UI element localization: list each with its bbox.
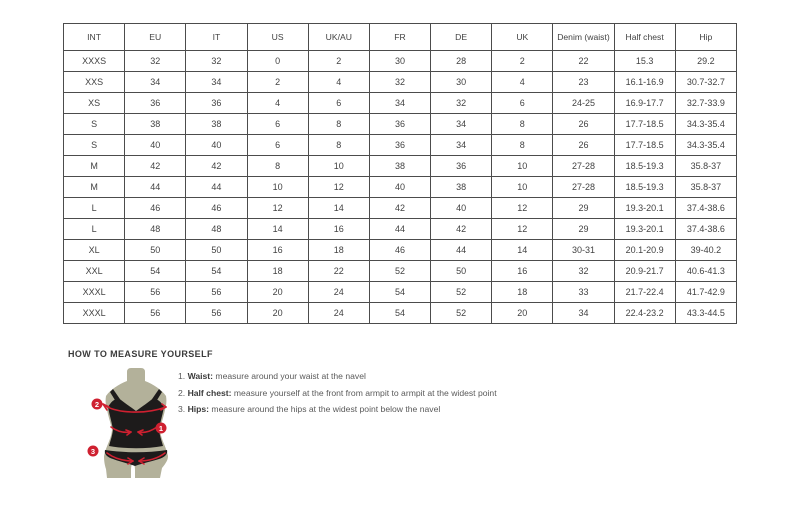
table-cell: 23 xyxy=(553,72,614,93)
table-cell: 22 xyxy=(553,51,614,72)
table-cell: 36 xyxy=(431,156,492,177)
header-cell: EU xyxy=(125,24,186,51)
table-cell: XXL xyxy=(64,261,125,282)
table-cell: 8 xyxy=(492,114,553,135)
table-cell: 38 xyxy=(431,177,492,198)
table-cell: 32 xyxy=(186,51,247,72)
table-cell: 34 xyxy=(553,303,614,324)
table-cell: 29 xyxy=(553,198,614,219)
table-cell: 19.3-20.1 xyxy=(614,219,675,240)
table-cell: S xyxy=(64,114,125,135)
table-cell: 44 xyxy=(125,177,186,198)
table-cell: 12 xyxy=(492,219,553,240)
table-cell: 14 xyxy=(247,219,308,240)
table-cell: 16.1-16.9 xyxy=(614,72,675,93)
table-cell: 18 xyxy=(492,282,553,303)
table-cell: 36 xyxy=(369,114,430,135)
table-cell: 30.7-32.7 xyxy=(675,72,736,93)
table-cell: 34 xyxy=(186,72,247,93)
table-cell: 56 xyxy=(186,282,247,303)
table-cell: 20.1-20.9 xyxy=(614,240,675,261)
table-cell: 12 xyxy=(308,177,369,198)
table-cell: L xyxy=(64,219,125,240)
header-cell: UK/AU xyxy=(308,24,369,51)
step-label: Waist: xyxy=(187,371,214,381)
table-cell: 40 xyxy=(431,198,492,219)
table-row xyxy=(64,219,737,240)
table-cell: 34.3-35.4 xyxy=(675,135,736,156)
step-label: Hips: xyxy=(187,404,210,414)
table-row xyxy=(64,177,737,198)
table-cell: 20 xyxy=(492,303,553,324)
table-cell: 34 xyxy=(369,93,430,114)
table-row xyxy=(64,72,737,93)
table-cell: 32 xyxy=(369,72,430,93)
table-cell: 14 xyxy=(308,198,369,219)
table-cell: 42 xyxy=(369,198,430,219)
table-cell: 16 xyxy=(247,240,308,261)
table-cell: 50 xyxy=(125,240,186,261)
table-cell: 18.5-19.3 xyxy=(614,156,675,177)
table-row xyxy=(64,240,737,261)
table-cell: 4 xyxy=(247,93,308,114)
table-cell: 10 xyxy=(492,177,553,198)
table-cell: 43.3-44.5 xyxy=(675,303,736,324)
table-row xyxy=(64,261,737,282)
badge-waist xyxy=(156,423,167,434)
table-cell: 14 xyxy=(492,240,553,261)
header-cell: UK xyxy=(492,24,553,51)
header-cell: DE xyxy=(431,24,492,51)
table-cell: 32 xyxy=(125,51,186,72)
table-cell: 50 xyxy=(186,240,247,261)
badge-half-chest xyxy=(92,399,103,410)
table-cell: 46 xyxy=(369,240,430,261)
table-cell: 16 xyxy=(308,219,369,240)
table-cell: L xyxy=(64,198,125,219)
table-cell: 18 xyxy=(308,240,369,261)
header-cell: IT xyxy=(186,24,247,51)
step-text: measure yourself at the front from armpit to armpit at the widest point xyxy=(231,387,497,398)
table-cell: 20.9-21.7 xyxy=(614,261,675,282)
table-cell: 6 xyxy=(247,114,308,135)
table-cell: 36 xyxy=(186,93,247,114)
table-cell: 35.8-37 xyxy=(675,177,736,198)
table-cell: 8 xyxy=(308,135,369,156)
table-cell: 27-28 xyxy=(553,177,614,198)
table-row xyxy=(64,51,737,72)
measure-steps xyxy=(178,368,497,418)
table-cell: 44 xyxy=(186,177,247,198)
table-cell: 27-28 xyxy=(553,156,614,177)
table-row xyxy=(64,156,737,177)
table-cell: 54 xyxy=(369,282,430,303)
table-cell: 12 xyxy=(247,198,308,219)
table-cell: 10 xyxy=(247,177,308,198)
measure-heading: HOW TO MEASURE YOURSELF xyxy=(68,349,213,359)
table-row xyxy=(64,198,737,219)
table-cell: 17.7-18.5 xyxy=(614,135,675,156)
step-number: 2. xyxy=(178,387,188,398)
table-cell: 18 xyxy=(247,261,308,282)
header-cell: Hip xyxy=(675,24,736,51)
table-cell: 20 xyxy=(247,282,308,303)
table-cell: 29.2 xyxy=(675,51,736,72)
table-cell: 28 xyxy=(431,51,492,72)
table-cell: 24-25 xyxy=(553,93,614,114)
table-row xyxy=(64,303,737,324)
table-cell: S xyxy=(64,135,125,156)
table-cell: 10 xyxy=(492,156,553,177)
table-cell: 56 xyxy=(125,282,186,303)
table-cell: 15.3 xyxy=(614,51,675,72)
table-cell: 46 xyxy=(125,198,186,219)
table-cell: 26 xyxy=(553,114,614,135)
table-cell: 0 xyxy=(247,51,308,72)
table-cell: 48 xyxy=(125,219,186,240)
table-cell: 42 xyxy=(186,156,247,177)
table-cell: 33 xyxy=(553,282,614,303)
table-cell: 24 xyxy=(308,282,369,303)
table-cell: 21.7-22.4 xyxy=(614,282,675,303)
step-label: Half chest: xyxy=(187,387,232,398)
table-cell: 30-31 xyxy=(553,240,614,261)
table-cell: XS xyxy=(64,93,125,114)
table-cell: 2 xyxy=(308,51,369,72)
table-cell: 10 xyxy=(308,156,369,177)
table-cell: 2 xyxy=(492,51,553,72)
table-cell: 52 xyxy=(369,261,430,282)
table-cell: M xyxy=(64,177,125,198)
table-cell: 26 xyxy=(553,135,614,156)
table-header-row xyxy=(64,24,737,51)
header-cell: Half chest xyxy=(614,24,675,51)
table-cell: 34 xyxy=(125,72,186,93)
table-cell: 22.4-23.2 xyxy=(614,303,675,324)
table-cell: 38 xyxy=(186,114,247,135)
table-cell: 38 xyxy=(369,156,430,177)
table-cell: 40 xyxy=(369,177,430,198)
table-cell: 34 xyxy=(431,114,492,135)
table-cell: 16.9-17.7 xyxy=(614,93,675,114)
table-cell: 39-40.2 xyxy=(675,240,736,261)
table-cell: 56 xyxy=(125,303,186,324)
table-cell: 44 xyxy=(369,219,430,240)
table-cell: 52 xyxy=(431,303,492,324)
table-cell: 40 xyxy=(186,135,247,156)
table-row xyxy=(64,282,737,303)
table-cell: 34 xyxy=(431,135,492,156)
table-cell: 54 xyxy=(369,303,430,324)
table-cell: 29 xyxy=(553,219,614,240)
table-cell: 38 xyxy=(125,114,186,135)
table-cell: XXXS xyxy=(64,51,125,72)
table-cell: XL xyxy=(64,240,125,261)
header-cell: US xyxy=(247,24,308,51)
size-table-body xyxy=(64,51,737,324)
table-cell: XXS xyxy=(64,72,125,93)
table-cell: 46 xyxy=(186,198,247,219)
table-cell: 34.3-35.4 xyxy=(675,114,736,135)
table-cell: 8 xyxy=(492,135,553,156)
table-cell: 40.6-41.3 xyxy=(675,261,736,282)
step-number: 1. xyxy=(178,371,188,381)
table-cell: 37.4-38.6 xyxy=(675,219,736,240)
table-cell: 54 xyxy=(125,261,186,282)
measure-step xyxy=(178,368,497,385)
table-cell: 32.7-33.9 xyxy=(675,93,736,114)
header-cell: INT xyxy=(64,24,125,51)
table-cell: XXXL xyxy=(64,282,125,303)
table-cell: 41.7-42.9 xyxy=(675,282,736,303)
svg-text:1: 1 xyxy=(158,423,164,433)
table-cell: 20 xyxy=(247,303,308,324)
table-cell: 24 xyxy=(308,303,369,324)
table-cell: M xyxy=(64,156,125,177)
table-cell: 36 xyxy=(125,93,186,114)
table-cell: 37.4-38.6 xyxy=(675,198,736,219)
size-chart xyxy=(63,23,737,324)
step-text: measure around the hips at the widest point below the navel xyxy=(209,404,441,414)
table-cell: 8 xyxy=(308,114,369,135)
step-text: measure around your waist at the navel xyxy=(213,371,366,381)
svg-text:2: 2 xyxy=(94,399,100,409)
table-cell: 54 xyxy=(186,261,247,282)
table-cell: XXXL xyxy=(64,303,125,324)
table-cell: 32 xyxy=(553,261,614,282)
table-cell: 19.3-20.1 xyxy=(614,198,675,219)
table-cell: 42 xyxy=(431,219,492,240)
table-cell: 12 xyxy=(492,198,553,219)
table-cell: 4 xyxy=(492,72,553,93)
table-row xyxy=(64,135,737,156)
table-cell: 6 xyxy=(492,93,553,114)
table-cell: 44 xyxy=(431,240,492,261)
table-cell: 52 xyxy=(431,282,492,303)
table-cell: 30 xyxy=(369,51,430,72)
table-cell: 30 xyxy=(431,72,492,93)
badge-hips xyxy=(88,446,99,457)
table-cell: 2 xyxy=(247,72,308,93)
table-cell: 22 xyxy=(308,261,369,282)
table-cell: 56 xyxy=(186,303,247,324)
table-row xyxy=(64,93,737,114)
table-cell: 42 xyxy=(125,156,186,177)
table-cell: 36 xyxy=(369,135,430,156)
measure-step xyxy=(178,385,497,402)
table-cell: 8 xyxy=(247,156,308,177)
table-cell: 6 xyxy=(308,93,369,114)
svg-text:3: 3 xyxy=(90,446,96,456)
table-cell: 35.8-37 xyxy=(675,156,736,177)
table-cell: 48 xyxy=(186,219,247,240)
table-cell: 18.5-19.3 xyxy=(614,177,675,198)
table-cell: 16 xyxy=(492,261,553,282)
step-number: 3. xyxy=(178,404,188,414)
table-cell: 4 xyxy=(308,72,369,93)
measure-step xyxy=(178,401,497,418)
table-cell: 50 xyxy=(431,261,492,282)
table-cell: 17.7-18.5 xyxy=(614,114,675,135)
table-cell: 6 xyxy=(247,135,308,156)
table-cell: 32 xyxy=(431,93,492,114)
table-row xyxy=(64,114,737,135)
header-cell: Denim (waist) xyxy=(553,24,614,51)
size-chart-table xyxy=(63,23,737,324)
header-cell: FR xyxy=(369,24,430,51)
table-cell: 40 xyxy=(125,135,186,156)
